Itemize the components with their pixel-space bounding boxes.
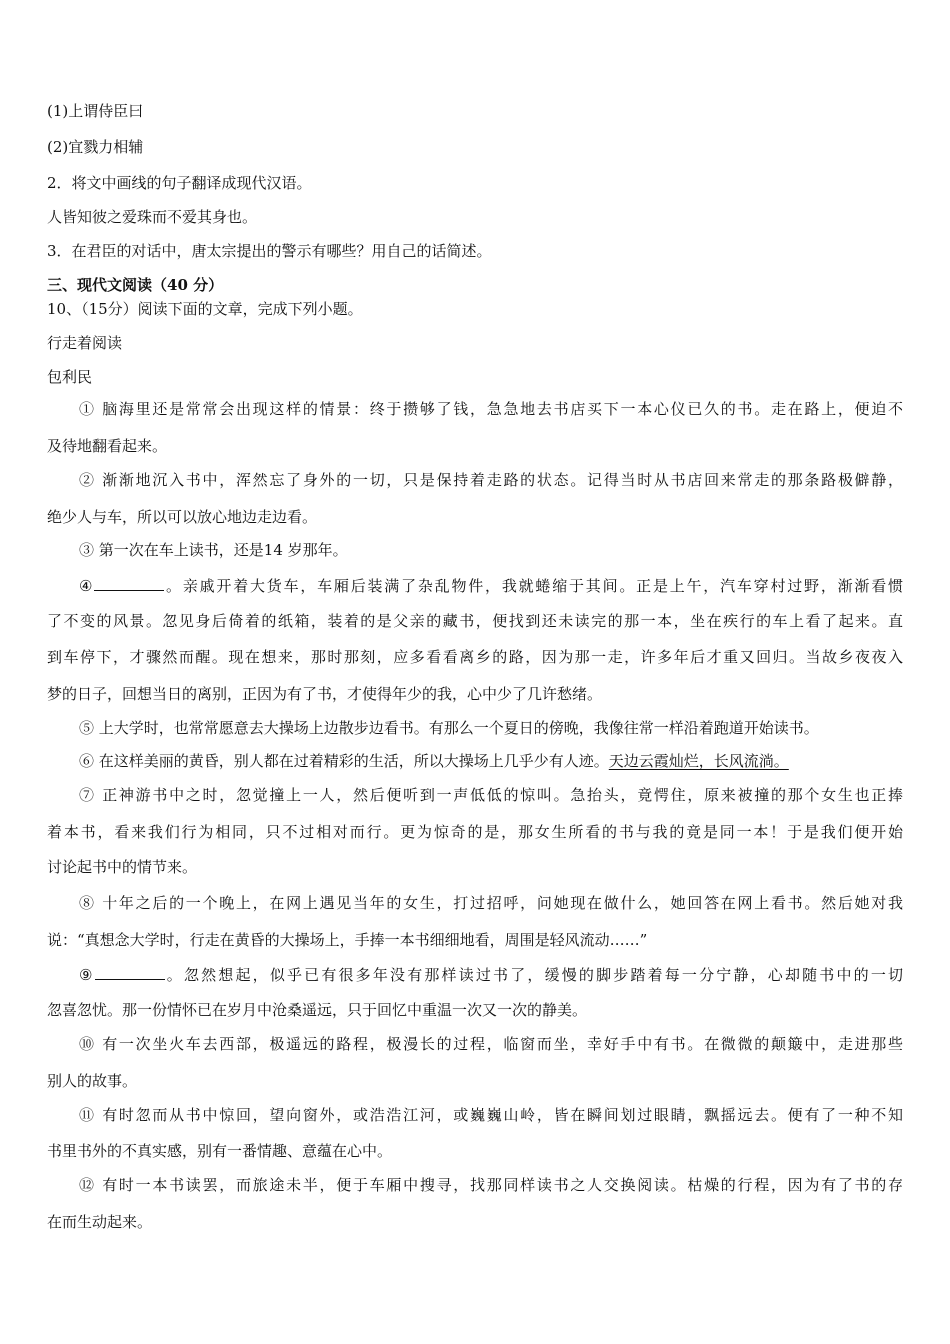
question-2-sentence: 人皆知彼之爱珠而不爱其身也。 (47, 208, 258, 226)
sub-question-2: (2)宜戮力相辅 (47, 138, 144, 156)
paragraph-6 (79, 751, 789, 771)
paragraph-8-line-1: ⑧ 十年之后的一个晚上，在网上遇见当年的女生，打过招呼，问她现在做什么，她回答在网上看书。然后她对我 (79, 894, 903, 912)
article-title: 行走着阅读 (47, 334, 123, 352)
paragraph-2-line-2: 绝少人与车，所以可以放心地边走边看。 (47, 508, 318, 526)
question-3: 3．在君臣的对话中，唐太宗提出的警示有哪些？用自己的话简述。 (47, 242, 492, 260)
paragraph-11-line-1: ⑪ 有时忽而从书中惊回，望向窗外，或浩浩江河，或巍巍山岭，皆在瞬间划过眼睛，飘摇远去。便有了一种不知 (79, 1106, 903, 1124)
paragraph-8-line-2: 说：“真想念大学时，行走在黄昏的大操场上，手捧一本书细细地看，周围是轻风流动……” (47, 931, 648, 949)
fill-in-blank-4 (94, 575, 164, 591)
paragraph-4-number: ④ (79, 577, 95, 595)
paragraph-5: ⑤ 上大学时，也常常愿意去大操场上边散步边看书。有那么一个夏日的傍晚，我像往常一样沿着跑道开始读书。 (79, 719, 819, 737)
paragraph-6-underlined-sentence: 天边云霞灿烂，长风流淌。 (608, 752, 789, 770)
paragraph-12-line-2: 在而生动起来。 (47, 1213, 153, 1231)
paragraph-10-line-2: 别人的故事。 (47, 1072, 138, 1090)
paragraph-11-line-2: 书里书外的不真实感，别有一番情趣、意蕴在心中。 (47, 1142, 393, 1160)
paragraph-10-line-1: ⑩ 有一次坐火车去西部，极遥远的路程，极漫长的过程，临窗而坐，幸好手中有书。在微微的颠簸中，走进那些 (79, 1035, 903, 1053)
paragraph-4-line-1 (79, 575, 903, 596)
paragraph-1-line-2: 及待地翻看起来。 (47, 437, 168, 455)
paragraph-12-line-1: ⑫ 有时一本书读罢，而旅途未半，便于车厢中搜寻，找那同样读书之人交换阅读。枯燥的行程，因为有了书的存 (79, 1176, 903, 1194)
paragraph-6-text: ⑥ 在这样美丽的黄昏，别人都在过着精彩的生活，所以大操场上几乎少有人迹。 (79, 752, 609, 770)
section-heading: 三、现代文阅读（40 分） (47, 276, 224, 294)
paragraph-9-line-2: 忽喜忽忧。那一份情怀已在岁月中沧桑遥远，只于回忆中重温一次又一次的静美。 (47, 1001, 588, 1019)
paragraph-4-line-3: 到车停下，才骤然而醒。现在想来，那时那刻，应多看看离乡的路，因为那一走，许多年后才重又回归。当故乡夜夜入 (47, 648, 903, 666)
paragraph-4-line-1-text: 。亲戚开着大货车，车厢后装满了杂乱物件，我就蜷缩于其间。正是上午，汽车穿村过野，渐渐看惯 (164, 577, 903, 595)
paragraph-4-line-2: 了不变的风景。忽见身后倚着的纸箱，装着的是父亲的藏书，便找到还未读完的那一本，坐在疾行的车上看了起来。直 (47, 612, 903, 630)
paragraph-7-line-2: 着本书，看来我们行为相同，只不过相对而行。更为惊奇的是，那女生所看的书与我的竟是同一本！于是我们便开始 (47, 823, 903, 841)
paragraph-1-line-1: ① 脑海里还是常常会出现这样的情景：终于攒够了钱，急急地去书店买下一本心仪已久的书。走在路上，便迫不 (79, 400, 903, 418)
question-10: 10、（15分）阅读下面的文章，完成下列小题。 (47, 300, 363, 318)
paragraph-9-number: ⑨ (79, 966, 95, 984)
paragraph-9-line-1-text: 。忽然想起，似乎已有很多年没有那样读过书了，缓慢的脚步踏着每一分宁静，心却随书中的一切 (164, 966, 903, 984)
paragraph-4-line-4: 梦的日子，回想当日的离别，正因为有了书，才使得年少的我，心中少了几许愁绪。 (47, 685, 603, 703)
article-author: 包利民 (47, 368, 93, 386)
paragraph-7-line-1: ⑦ 正神游书中之时，忽觉撞上一人，然后便听到一声低低的惊叫。急抬头，竟愕住，原来被撞的那个女生也正捧 (79, 786, 903, 804)
question-2: 2．将文中画线的句子翻译成现代汉语。 (47, 174, 312, 192)
sub-question-1: (1)上谓侍臣曰 (47, 102, 144, 120)
paragraph-2-line-1: ② 渐渐地沉入书中，浑然忘了身外的一切，只是保持着走路的状态。记得当时从书店回来常走的那条路极僻静， (79, 471, 903, 489)
paragraph-9-line-1 (79, 964, 903, 985)
paragraph-7-line-3: 讨论起书中的情节来。 (47, 858, 198, 876)
fill-in-blank-9 (95, 964, 165, 980)
paragraph-3: ③ 第一次在车上读书，还是14 岁那年。 (79, 541, 348, 559)
